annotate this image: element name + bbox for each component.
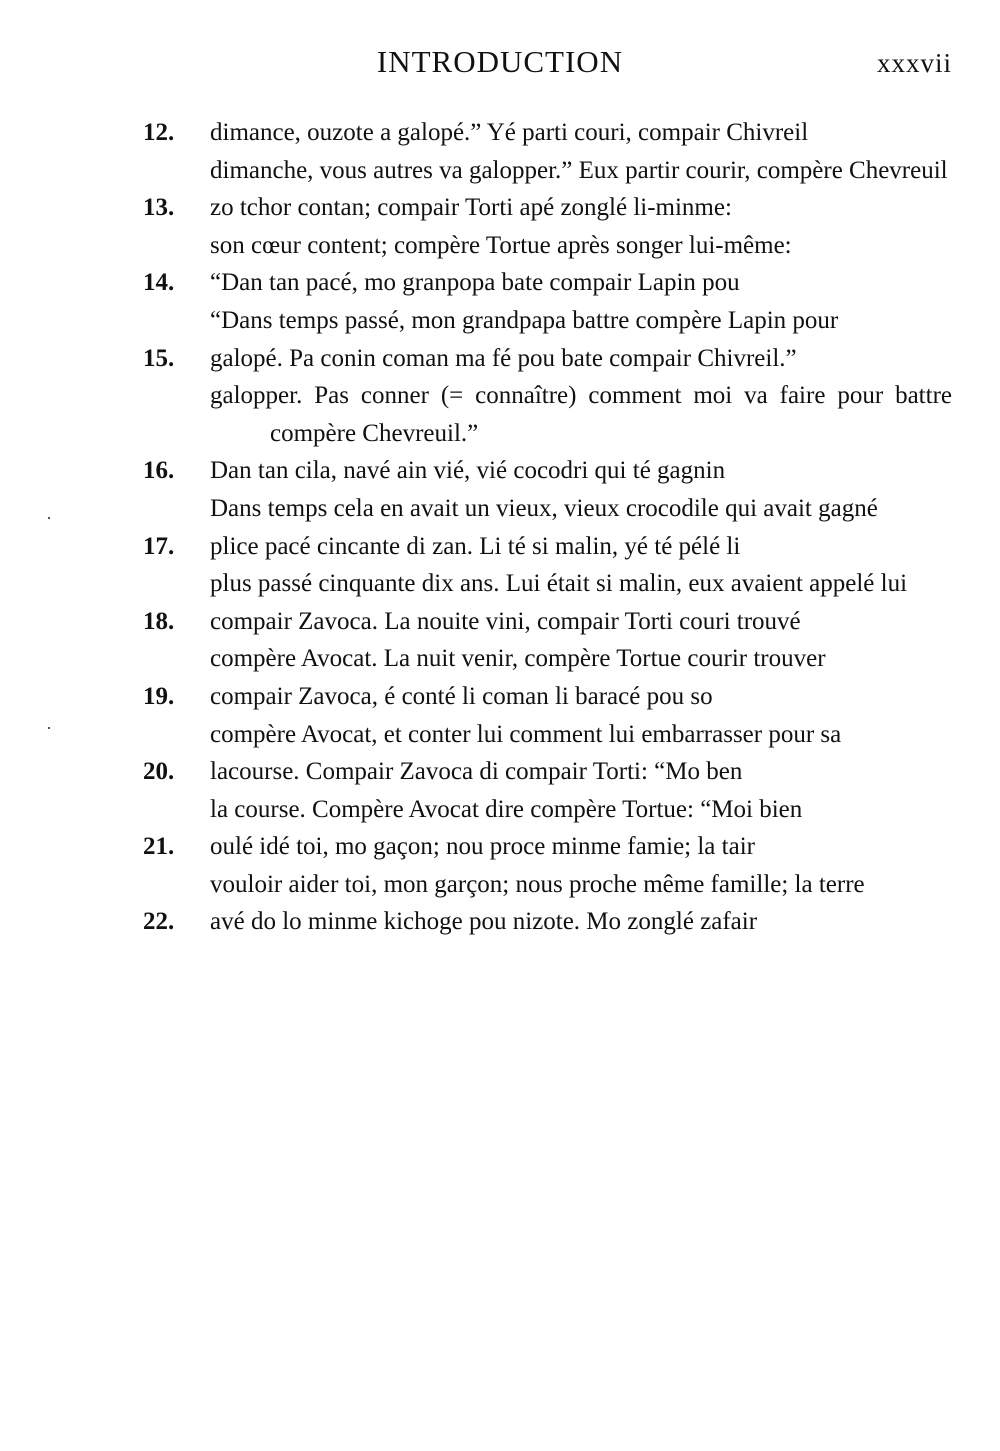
creole-line: dimance, ouzote a galopé.” Yé parti couri, compair Chivreil [210, 119, 809, 146]
line-number: 20. [143, 758, 175, 786]
line-number: 12. [143, 119, 175, 146]
entry-22 [0, 903, 1000, 941]
entry-15 [0, 340, 1000, 453]
entry-20 [0, 753, 1000, 828]
line-number: 19. [143, 682, 175, 710]
french-gloss: compère Avocat. La nuit venir, compère Tortue courir trouver [210, 645, 826, 673]
line-number: 18. [143, 607, 175, 635]
creole-line: galopé. Pa conin coman ma fé pou bate compair Chivreil.” [210, 344, 797, 372]
french-gloss: “Dans temps passé, mon grandpapa battre compère Lapin pour [210, 306, 839, 334]
french-gloss: dimanche, vous autres va galopper.” Eux partir courir, compère Chevreuil [210, 156, 948, 184]
entry-17 [0, 528, 1000, 603]
entry-13 [0, 189, 1000, 264]
creole-line: oulé idé toi, mo gaçon; nou proce minme famie; la tair [210, 833, 755, 861]
entry-18 [0, 603, 1000, 678]
entry-12 [0, 114, 1000, 189]
line-number: 22. [143, 908, 175, 936]
french-gloss: son cœur content; compère Tortue après songer lui-même: [210, 231, 792, 259]
creole-line: compair Zavoca, é conté li coman li baracé pou so [210, 682, 713, 710]
line-number: 17. [143, 532, 175, 560]
creole-line: “Dan tan pacé, mo granpopa bate compair Lapin pou [210, 269, 740, 297]
line-number: 21. [143, 833, 175, 861]
french-gloss: vouloir aider toi, mon garçon; nous proche même famille; la terre [210, 870, 865, 898]
french-gloss: galopper. Pas conner (= connaître) comment moi va faire pour battre compère Chevreuil.” [210, 382, 952, 447]
creole-line: plice pacé cincante di zan. Li té si malin, yé té pélé li [210, 532, 741, 560]
french-gloss: plus passé cinquante dix ans. Lui était si malin, eux avaient appelé lui [210, 570, 908, 598]
scan-speck [48, 727, 50, 729]
page-title: INTRODUCTION [376, 44, 624, 79]
line-number: 16. [143, 457, 175, 485]
line-number: 14. [143, 269, 175, 297]
entry-21 [0, 828, 1000, 903]
creole-line: Dan tan cila, navé ain vié, vié cocodri qui té gagnin [210, 457, 726, 485]
running-head [0, 44, 1000, 88]
entry-14 [0, 264, 1000, 339]
entry-16 [0, 452, 1000, 527]
creole-line: zo tchor contan; compair Torti apé zonglé li-minme: [210, 194, 732, 222]
line-number: 13. [143, 194, 175, 222]
entry-19 [0, 678, 1000, 753]
creole-line: avé do lo minme kichoge pou nizote. Mo zonglé zafair [210, 908, 758, 936]
french-gloss: Dans temps cela en avait un vieux, vieux crocodile qui avait gagné [210, 494, 878, 522]
page-number: xxxvii [876, 48, 952, 78]
creole-line: compair Zavoca. La nouite vini, compair Torti couri trouvé [210, 607, 801, 635]
line-number: 15. [143, 344, 175, 372]
creole-line: lacourse. Compair Zavoca di compair Torti: “Mo ben [210, 758, 743, 786]
interlinear-text [0, 114, 1000, 941]
scan-speck [48, 517, 50, 519]
french-gloss: compère Avocat, et conter lui comment lui embarrasser pour sa [210, 720, 842, 748]
french-gloss: la course. Compère Avocat dire compère Tortue: “Moi bien [210, 795, 803, 823]
